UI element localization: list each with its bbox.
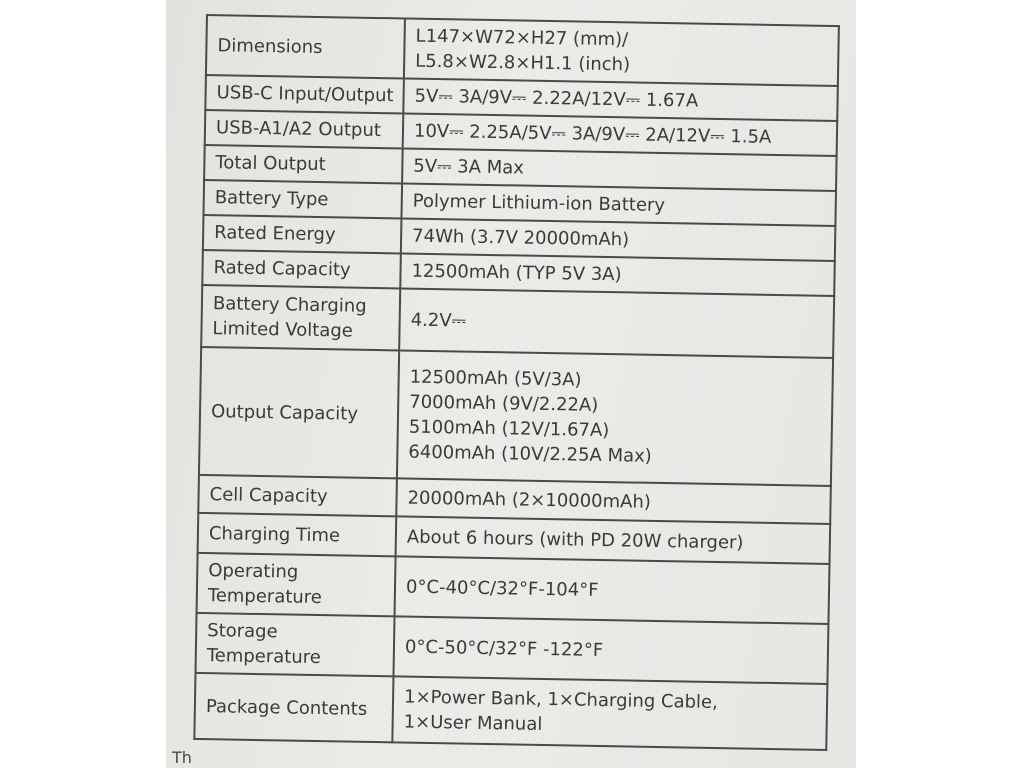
spec-value: 12500mAh (5V/3A) xyxy=(409,366,582,391)
spec-label: Charging Time xyxy=(208,522,341,546)
spec-label-cell xyxy=(198,475,397,516)
spec-value: 74Wh (3.7V 20000mAh) xyxy=(411,225,630,251)
spec-value: Polymer Lithium-ion Battery xyxy=(412,190,666,217)
spec-label: Total Output xyxy=(215,152,326,176)
spec-value: 5V⎓ 3A Max xyxy=(413,155,525,179)
spec-label: Limited Voltage xyxy=(212,318,354,342)
spec-label-cell xyxy=(202,250,401,288)
spec-value-cell xyxy=(393,616,828,684)
spec-label: Output Capacity xyxy=(210,400,359,425)
spec-label: USB-A1/A2 Output xyxy=(215,117,382,142)
spec-value: L147×W72×H27 (mm)/ xyxy=(415,25,629,51)
spec-value: 0°C-40°C/32°F-104°F xyxy=(405,576,599,601)
spec-label-cell xyxy=(197,553,396,616)
spec-value: 4.2V⎓ xyxy=(410,309,467,332)
cut-off-footer-text: Th xyxy=(172,748,192,767)
spec-value: 12500mAh (TYP 5V 3A) xyxy=(411,260,622,286)
spec-label-cell xyxy=(203,180,402,218)
spec-label: Storage Temperature xyxy=(206,620,321,669)
spec-table xyxy=(193,14,840,751)
spec-label-cell xyxy=(205,110,404,148)
spec-value: 1×User Manual xyxy=(403,711,543,735)
spec-value-cell xyxy=(392,676,827,750)
spec-label-cell xyxy=(198,513,397,556)
spec-label-cell xyxy=(205,75,404,113)
spec-label: Battery Type xyxy=(214,187,329,211)
spec-row xyxy=(194,673,827,750)
spec-value: L5.8×W2.8×H1.1 (inch) xyxy=(415,50,631,76)
spec-label: Dimensions xyxy=(217,34,323,58)
spec-value: 5100mAh (12V/1.67A) xyxy=(408,416,610,442)
spec-label-cell xyxy=(203,215,402,253)
spec-row xyxy=(197,553,830,624)
spec-label: Package Contents xyxy=(205,695,368,720)
spec-value: About 6 hours (with PD 20W charger) xyxy=(406,526,744,553)
spec-label-cell xyxy=(199,347,399,478)
spec-value: 0°C-50°C/32°F -122°F xyxy=(404,636,604,661)
spec-label: Battery Charging xyxy=(212,293,367,317)
spec-label-cell xyxy=(194,673,393,742)
spec-value-cell xyxy=(399,288,834,358)
spec-value: 20000mAh (2×10000mAh) xyxy=(407,487,652,513)
spec-value: 7000mAh (9V/2.22A) xyxy=(409,391,599,416)
spec-row xyxy=(199,347,833,486)
spec-row xyxy=(206,15,839,86)
spec-row xyxy=(201,285,834,358)
spec-value-cell xyxy=(397,350,833,486)
spec-row xyxy=(195,613,828,684)
spec-value: 5V⎓ 3A/9V⎓ 2.22A/12V⎓ 1.67A xyxy=(414,85,699,112)
spec-label: Rated Capacity xyxy=(213,257,351,281)
spec-value: 1×Power Bank, 1×Charging Cable, xyxy=(403,686,719,714)
spec-sheet-paper xyxy=(166,0,856,768)
spec-label: USB-C Input/Output xyxy=(216,82,394,107)
spec-value-cell xyxy=(404,18,839,86)
spec-value-cell xyxy=(395,556,830,624)
spec-label: Cell Capacity xyxy=(209,483,328,507)
spec-label: Rated Energy xyxy=(214,222,336,246)
spec-label-cell xyxy=(204,145,403,183)
spec-value: 10V⎓ 2.25A/5V⎓ 3A/9V⎓ 2A/12V⎓ 1.5A xyxy=(413,120,772,148)
spec-table-body xyxy=(194,15,839,750)
spec-label-cell xyxy=(201,285,400,350)
spec-label: Operating Temperature xyxy=(207,560,323,609)
spec-value: 6400mAh (10V/2.25A Max) xyxy=(408,441,652,467)
spec-label-cell xyxy=(206,15,405,78)
spec-label-cell xyxy=(195,613,394,676)
